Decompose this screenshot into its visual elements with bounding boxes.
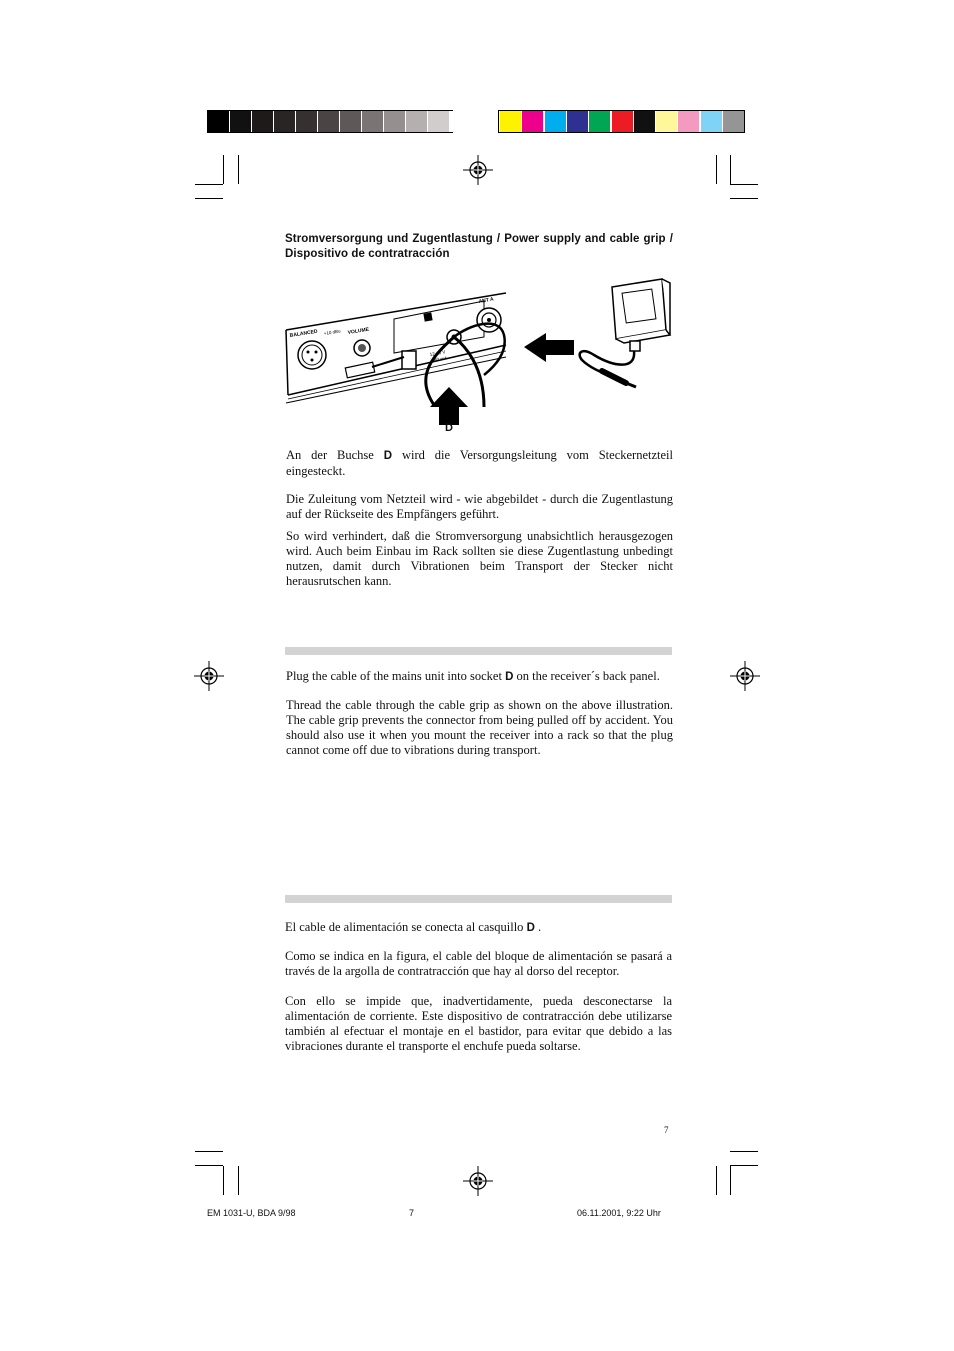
registration-target-top-icon	[463, 155, 493, 185]
spanish-paragraph-1	[285, 920, 672, 936]
color-swatch	[500, 111, 521, 132]
gray-swatch	[450, 111, 471, 132]
panel-label-current: 180 mA	[431, 355, 448, 363]
footer-center: 7	[409, 1208, 415, 1218]
spanish-p1-letter: D	[526, 922, 535, 934]
german-p1-before: An der Buchse	[286, 448, 384, 462]
divider-english	[285, 647, 672, 655]
panel-label-level: +10 dBu	[323, 328, 341, 336]
gray-swatch	[428, 111, 449, 132]
footer-right: 06.11.2001, 9:22 Uhr	[577, 1208, 661, 1218]
spanish-paragraph-2: Como se indica en la figura, el cable del bloque de alimentación se pasará a través de la argolla de contratracción que hay al dorso del receptor.	[285, 949, 672, 978]
panel-label-volume: VOLUME	[347, 326, 370, 336]
color-swatch	[545, 111, 566, 132]
registration-target-right-icon	[730, 661, 760, 691]
gray-swatch	[318, 111, 339, 132]
color-swatch	[589, 111, 610, 132]
english-p1-letter: D	[505, 671, 514, 683]
gray-swatch	[340, 111, 361, 132]
page-number: 7	[664, 1125, 669, 1135]
antenna-connector-icon	[477, 308, 501, 332]
xlr-connector-icon	[298, 341, 326, 369]
panel-label-balanced: BALANCED	[289, 328, 319, 339]
german-paragraph-2: Die Zuleitung vom Netzteil wird - wie abgebildet - durch die Zugentlastung auf der Rückseite des Empfängers geführt.	[286, 492, 673, 521]
divider-spanish	[285, 895, 672, 903]
english-p1-before: Plug the cable of the mains unit into socket	[286, 669, 506, 683]
registration-target-bottom-icon	[463, 1166, 493, 1196]
german-paragraph-3: So wird verhindert, daß die Stromversorgung unabsichtlich herausgezogen wird. Auch beim Einbau im Rack sollten sie diese Zugentlastung unbedingt nutzen, damit durch Vibrationen beim Transport der Stecker nicht herausrutschen kann.	[286, 529, 673, 588]
german-p1-after: wird die Versorgungsleitung vom Steckernetzteil eingesteckt.	[286, 448, 673, 478]
panel-label-ant: ANT A	[478, 296, 495, 305]
german-p1-letter: D	[383, 450, 393, 462]
panel-label-dc: 12-18 V	[429, 349, 446, 357]
gray-swatch	[406, 111, 427, 132]
gray-swatch	[296, 111, 317, 132]
gray-swatch	[274, 111, 295, 132]
mains-unit-icon	[612, 279, 670, 351]
spanish-paragraph-3: Con ello se impide que, inadvertidamente, pueda desconectarse la alimentación de corriente. Este dispositivo de contratracción debe utilizarse también al efectuar el montaje en el bastidor, para evitar que debido a las vibraciones durante el transporte el enchufe pueda soltarse.	[285, 994, 672, 1053]
english-p1-after: on the receiver´s back panel.	[513, 669, 660, 683]
gray-swatch	[208, 111, 229, 132]
color-swatch	[567, 111, 588, 132]
color-swatch	[612, 111, 633, 132]
color-swatch	[522, 111, 543, 132]
color-swatch	[678, 111, 699, 132]
english-paragraph-1	[286, 669, 673, 685]
arrow-up-icon	[430, 387, 468, 425]
spanish-p1-after: .	[534, 920, 542, 934]
power-supply-illustration	[284, 275, 674, 440]
german-paragraph-1	[286, 448, 673, 479]
footer-left: EM 1031-U, BDA 9/98	[207, 1208, 296, 1218]
gray-swatch	[230, 111, 251, 132]
gray-swatch	[384, 111, 405, 132]
socket-label-d: D	[445, 422, 453, 434]
english-paragraph-2: Thread the cable through the cable grip as shown on the above illustration. The cable grip prevents the connector from being pulled off by accident. You should also use it when you mount the receiver into a rack so that the plug cannot come off due to vibrations during transport.	[286, 698, 673, 757]
gray-swatch	[252, 111, 273, 132]
color-swatch	[701, 111, 722, 132]
gray-swatch	[362, 111, 383, 132]
section-heading: Stromversorgung und Zugentlastung / Power supply and cable grip / Dispositivo de contratracción	[285, 233, 673, 260]
color-swatch	[723, 111, 744, 132]
registration-target-left-icon	[194, 661, 224, 691]
color-swatch	[634, 111, 655, 132]
arrow-left-icon	[524, 333, 574, 362]
volume-knob-icon	[354, 340, 370, 356]
spanish-p1-before: El cable de alimentación se conecta al casquillo	[285, 920, 527, 934]
color-swatch	[656, 111, 677, 132]
